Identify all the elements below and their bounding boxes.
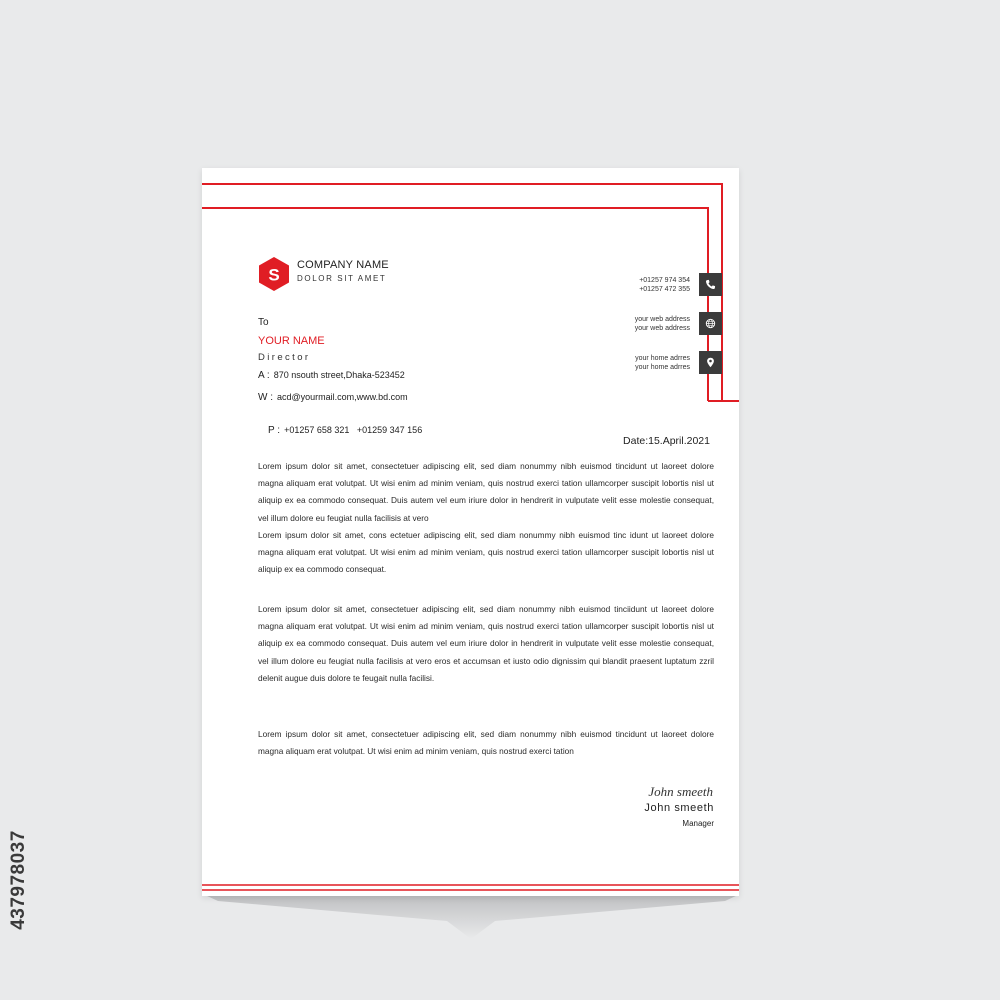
contact-line: your web address xyxy=(634,315,690,323)
recipient-name: YOUR NAME xyxy=(258,335,325,347)
body-paragraph: Lorem ipsum dolor sit amet, consectetuer adipiscing elit, sed diam nonummy nibh euismod tincidunt ut laoreet dolore magna aliquam erat volutpat. Ut wisi enim ad minim veniam, quis nostrud exerci tation xyxy=(258,729,714,757)
web-value: acd@yourmail.com,www.bd.com xyxy=(277,392,408,402)
web-label: W : xyxy=(258,392,273,403)
signer-role: Manager xyxy=(682,819,714,828)
contact-address-text xyxy=(635,354,690,372)
globe-icon xyxy=(699,312,722,335)
bottom-frame-lines xyxy=(202,885,739,890)
letterhead-sheet xyxy=(202,168,739,896)
logo-letter: S xyxy=(268,265,280,285)
company-name: COMPANY NAME xyxy=(297,259,389,271)
contact-address-row xyxy=(635,351,722,374)
signer-name: John smeeth xyxy=(644,802,714,814)
body-paragraph: Lorem ipsum dolor sit amet, consectetuer adipiscing elit, sed diam nonummy nibh euismod tincidunt ut laoreet dolore magna aliquam erat volutpat. Ut wisi enim ad minim veniam, quis nostrud exerci tation ullamcorper suscipit lobortis nisl ut aliquip ex ea commodo consequat. Duis autem vel eum iriure dolor in hendrerit in vulputate velit esse molestie consequat, vel illum dolore eu feugiat nulla facilisis at vero Lorem ipsum dolor sit amet, cons ectetuer adipiscing elit, sed diam nonummy nibh euismod tinc idunt ut laoreet dolore magna aliquam erat volutpat. Ut wisi enim ad minim veniam, quis nostrud exerci tation ullamcorper suscipit lobortis nisl ut aliquip ex ea commodo consequat. xyxy=(258,461,714,575)
body-paragraph: Lorem ipsum dolor sit amet, consectetuer adipiscing elit, sed diam nonummy nibh euismod tinciidunt ut laoreet dolore magna aliquam erat volutpat. Ut wisi enim ad minim veniam, quis nostrud exerci tation ullamcorper suscipit lobortis nisl ut aliquip ex ea commodo consequat. Duis autem vel eum iriure dolor in hendrerit in vulputate velit esse molestie consequat, vel illum dolore eu feugiat nulla facilisis at vero eros et accumsan et iusto odio dignissim qui blandit praesent luptatum zzril delenit augue duis dolore te feugait nulla facilisi. xyxy=(258,604,714,683)
contact-line: your web address xyxy=(634,324,690,332)
contact-line: +01257 974 354 xyxy=(639,276,690,284)
contact-line: your home adrres xyxy=(635,354,690,362)
contact-line: your home adrres xyxy=(635,363,690,371)
phone-label: P : xyxy=(268,425,281,436)
letter-date: Date:15.April.2021 xyxy=(623,435,710,447)
address-label: A : xyxy=(258,370,270,381)
recipient-web xyxy=(258,392,408,403)
contact-web-text xyxy=(635,315,690,333)
recipient-address xyxy=(258,370,405,381)
signature-text: John smeeth xyxy=(648,784,713,799)
stock-image-id-text: 437978037 xyxy=(8,830,30,930)
recipient-title: Director xyxy=(258,352,311,363)
contact-web-row xyxy=(635,312,722,335)
contact-phone-text xyxy=(639,276,690,294)
company-logo xyxy=(256,256,292,292)
phone-value: +01257 658 321 +01259 347 156 xyxy=(284,425,423,435)
company-tagline: DOLOR SIT AMET xyxy=(297,274,387,283)
to-label: To xyxy=(258,317,269,328)
handwritten-signature xyxy=(615,780,715,802)
stock-image-id xyxy=(6,770,32,990)
phone-icon xyxy=(699,273,722,296)
location-pin-icon xyxy=(699,351,722,374)
contact-line: +01257 472 355 xyxy=(639,285,690,293)
address-value: 870 nsouth street,Dhaka-523452 xyxy=(273,370,405,380)
sheet-shadow xyxy=(205,895,738,940)
recipient-phone xyxy=(258,415,422,446)
contact-phone-row xyxy=(639,273,722,296)
